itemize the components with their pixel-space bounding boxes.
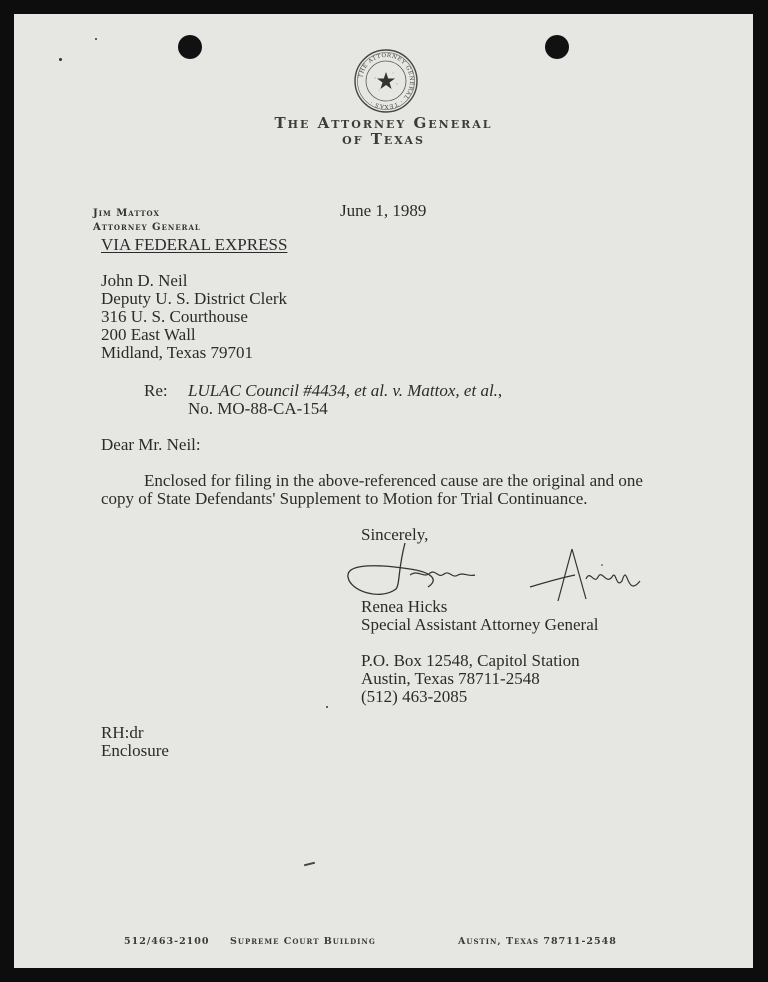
letter-date: June 1, 1989 — [340, 201, 427, 220]
case-name-part: LULAC Council #4434 — [188, 381, 346, 400]
letter-page — [14, 14, 753, 968]
recipient-line: 200 East Wall — [101, 325, 196, 344]
paper-speck — [326, 706, 328, 708]
recipient-line: Midland, Texas 79701 — [101, 343, 253, 362]
signer-address-line: P.O. Box 12548, Capitol Station — [361, 651, 580, 670]
re-label: Re: — [144, 381, 168, 400]
case-name-sep: , — [345, 381, 355, 400]
recipient-line: Deputy U. S. District Clerk — [101, 289, 288, 308]
footer-city: Austin, Texas 78711-2548 — [458, 936, 617, 947]
signer-phone: (512) 463-2085 — [361, 687, 468, 706]
footer-building: Supreme Court Building — [230, 936, 376, 947]
case-name-trailing: , — [497, 381, 503, 400]
svg-text:THE ATTORNEY GENERAL · TEXAS ·: THE ATTORNEY GENERAL · TEXAS · — [358, 52, 415, 110]
signer-address-line: Austin, Texas 78711-2548 — [361, 669, 540, 688]
recipient-line: John D. Neil — [101, 271, 188, 290]
punch-hole-right — [545, 35, 569, 59]
body-line: Enclosed for filing in the above-referenced cause are the original and one — [144, 471, 643, 490]
salutation: Dear Mr. Neil: — [101, 435, 201, 454]
delivery-method: VIA FEDERAL EXPRESS — [101, 235, 288, 254]
footer-phone: 512/463-2100 — [124, 936, 210, 947]
re-case-number: No. MO-88-CA-154 — [188, 399, 328, 418]
sender-name: Jim Mattox — [93, 208, 160, 219]
letterhead-title-line1: The Attorney General — [274, 114, 493, 132]
body-line: copy of State Defendants' Supplement to Motion for Trial Continuance. — [101, 489, 588, 508]
stray-pen-mark — [304, 862, 315, 867]
punch-hole-left — [178, 35, 202, 59]
case-name-part: et al. v. Mattox, et al. — [354, 381, 498, 400]
enclosure-note: Enclosure — [101, 741, 169, 760]
valediction: Sincerely, — [361, 525, 429, 544]
recipient-line: 316 U. S. Courthouse — [101, 307, 248, 326]
signer-name: Renea Hicks — [361, 597, 448, 616]
signer-title: Special Assistant Attorney General — [361, 615, 599, 634]
reference-initials: RH:dr — [101, 723, 144, 742]
attorney-general-seal-icon — [353, 48, 419, 114]
paper-speck — [59, 58, 62, 61]
paper-speck — [95, 38, 97, 40]
sender-title: Attorney General — [93, 222, 201, 233]
letterhead-title-line2: of Texas — [342, 130, 425, 148]
